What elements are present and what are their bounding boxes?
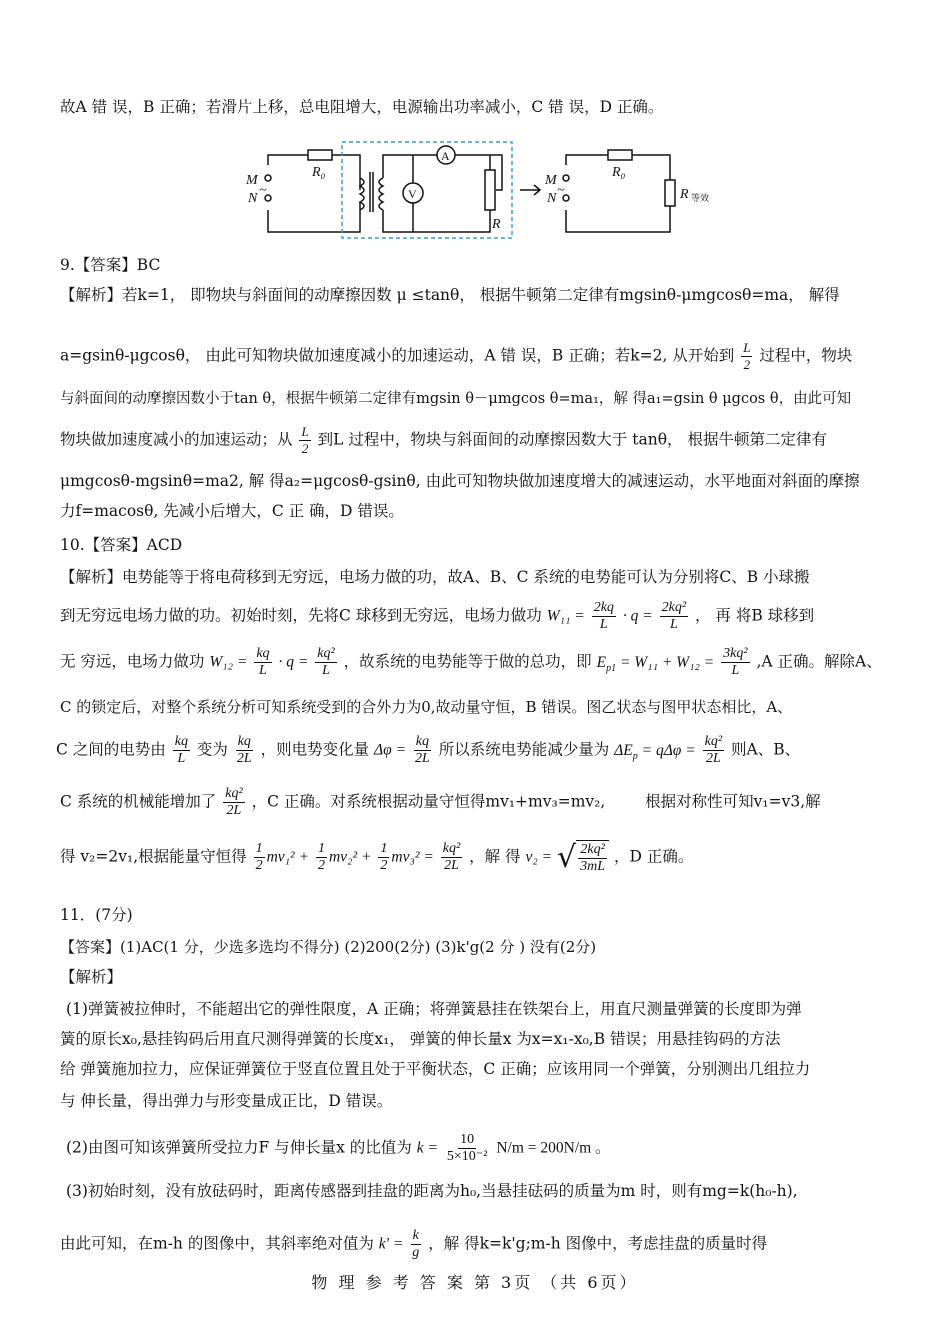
- text-line: a=gsinθ-μgcosθ， 由此可知物块做加速度减小的加速运动，A 错 误，B 正确；若k=2, 从开始到 $\frac{L}{2}$ 过程中，物块: [60, 340, 853, 372]
- text-line: 到无穷远电场力做的功。初始时刻，先将C 球移到无穷远，电场力做功 W₁₁ = $\frac{2kq}{L}$ · q = $\frac{\text{2kq²}}{L}$ ， 再 将B 球移到: [60, 600, 815, 632]
- svg-text:A: A: [441, 149, 450, 163]
- svg-text:等效: 等效: [691, 193, 710, 203]
- q11-answer: 【答案】(1)AC(1 分，少选多选均不得分) (2)200(2分) (3)k'g(2 分 ) 没有(2分): [60, 938, 597, 956]
- svg-text:~: ~: [557, 183, 565, 198]
- svg-text:V: V: [408, 187, 417, 201]
- r0-label: R₀: [312, 165, 326, 180]
- text-line: 【解析】: [60, 968, 123, 986]
- text-line: C 系统的机械能增加了 $\frac{\text{kq²}}{2L}$ ，C 正确。对系统根据动量守恒得mv₁+mv₃=mv₂, 根据对称性可知v₁=v3,解: [60, 786, 821, 818]
- m-label: M: [246, 173, 258, 188]
- text-line: μmgcosθ-mgsinθ=ma2, 解 得a₂=μgcosθ-gsinθ, 由此可知物块做加速度增大的减速运动，水平地面对斜面的摩擦: [60, 472, 860, 490]
- n-label: N: [248, 191, 258, 206]
- text-line: 无 穷远，电场力做功 W₁₂ = $\frac{kq}{L}$ · q = $\frac{\text{kq²}}{L}$ ，故系统的电势能等于做的总功，即 $E_{p1} = W_{11} + W_{12}$ = $\frac{\text{3kq²}}{L}$ ,A 正确。解除A、: [60, 646, 882, 678]
- text-line: C 的锁定后，对整个系统分析可知系统受到的合外力为0,故动量守恒，B 错误。图乙状态与图甲状态相比，A、: [60, 698, 793, 716]
- text-line: 【解析】若k=1， 即物块与斜面间的动摩擦因数 μ ≤tanθ， 根据牛顿第二定律有mgsinθ-μmgcosθ=ma， 解得: [60, 286, 840, 304]
- svg-text:R₀: R₀: [612, 165, 626, 180]
- svg-text:R: R: [680, 187, 689, 202]
- q10-answer: 10.【答案】ACD: [60, 536, 183, 554]
- text-line: 力f=macosθ, 先减小后增大，C 正 确，D 错误。: [60, 502, 404, 520]
- svg-text:M: M: [545, 173, 557, 188]
- svg-text:N: N: [547, 191, 557, 206]
- text-line: 得 v₂=2v₁,根据能量守恒得 $\frac{1}{2}$ mv₁² + $\frac{1}{2}$ mv₂² + $\frac{1}{2}$ mv₃² = $\frac{\text{kq²}}{2L}$ ，解 得 v₂ = √ $\frac{\text{2kq²}}{3mL}$ ，D 正确。: [60, 839, 694, 875]
- svg-text:~: ~: [259, 183, 267, 198]
- page-footer: 物 理 参 考 答 案 第 3页 （共 6页）: [311, 1273, 639, 1292]
- circuit-diagram: [240, 140, 720, 240]
- text-line: (3)初始时刻，没有放砝码时，距离传感器到挂盘的距离为h₀,当悬挂砝码的质量为m 时，则有mg=k(h₀-h),: [66, 1182, 798, 1200]
- text-line: (1)弹簧被拉伸时，不能超出它的弹性限度，A 正确；将弹簧悬挂在铁架台上，用直尺测量弹簧的长度即为弹: [66, 1000, 802, 1018]
- q11-head: 11．(7分): [60, 906, 133, 924]
- text-line: 物块做加速度减小的加速运动；从 $\frac{L}{2}$ 到L 过程中，物块与斜面间的动摩擦因数大于 tanθ， 根据牛顿第二定律有: [60, 424, 827, 456]
- text-line: (2)由图可知该弹簧所受拉力F 与伸长量x 的比值为 k = $\frac{10}{\text{5×10⁻²}}$ N/m = 200N/m 。: [66, 1132, 611, 1164]
- text-line: 与斜面间的动摩擦因数小于tan θ，根据牛顿第二定律有mgsin θ－μmgcos θ=ma₁，解 得a₁=gsin θ μgcos θ，由此可知: [60, 391, 852, 407]
- text-line: C 之间的电势由 $\frac{kq}{L}$ 变为 $\frac{kq}{2L}$ ，则电势变化量 Δφ = $\frac{kq}{2L}$ 所以系统电势能减少量为 $\Delta E_p = q\Delta\varphi$ = $\frac{\text{kq²}}{2L}$ 则A、B、: [56, 734, 801, 766]
- text-line: 由此可知，在m-h 的图像中，其斜率绝对值为 k' = $\frac{k}{g}$ ，解 得k=k'g;m-h 图像中，考虑挂盘的质量时得: [60, 1228, 768, 1260]
- text-line: 故A 错 误，B 正确；若滑片上移，总电阻增大，电源输出功率减小，C 错 误，D 正确。: [60, 98, 664, 116]
- svg-text:R: R: [492, 217, 501, 232]
- text-line: 与 伸长量，得出弹力与形变量成正比，D 错误。: [60, 1092, 393, 1110]
- text-line: 簧的原长x₀,悬挂钩码后用直尺测得弹簧的长度x₁， 弹簧的伸长量x 为x=x₁-x₀,B 错误；用悬挂钩码的方法: [60, 1030, 781, 1048]
- q9-answer: 9.【答案】BC: [60, 256, 161, 274]
- text-line: 【解析】电势能等于将电荷移到无穷远，电场力做的功，故A、B、C 系统的电势能可认为分别将C、B 小球搬: [60, 568, 810, 586]
- text-line: 给 弹簧施加拉力，应保证弹簧位于竖直位置且处于平衡状态，C 正确；应该用同一个弹簧，分别测出几组拉力: [60, 1060, 811, 1078]
